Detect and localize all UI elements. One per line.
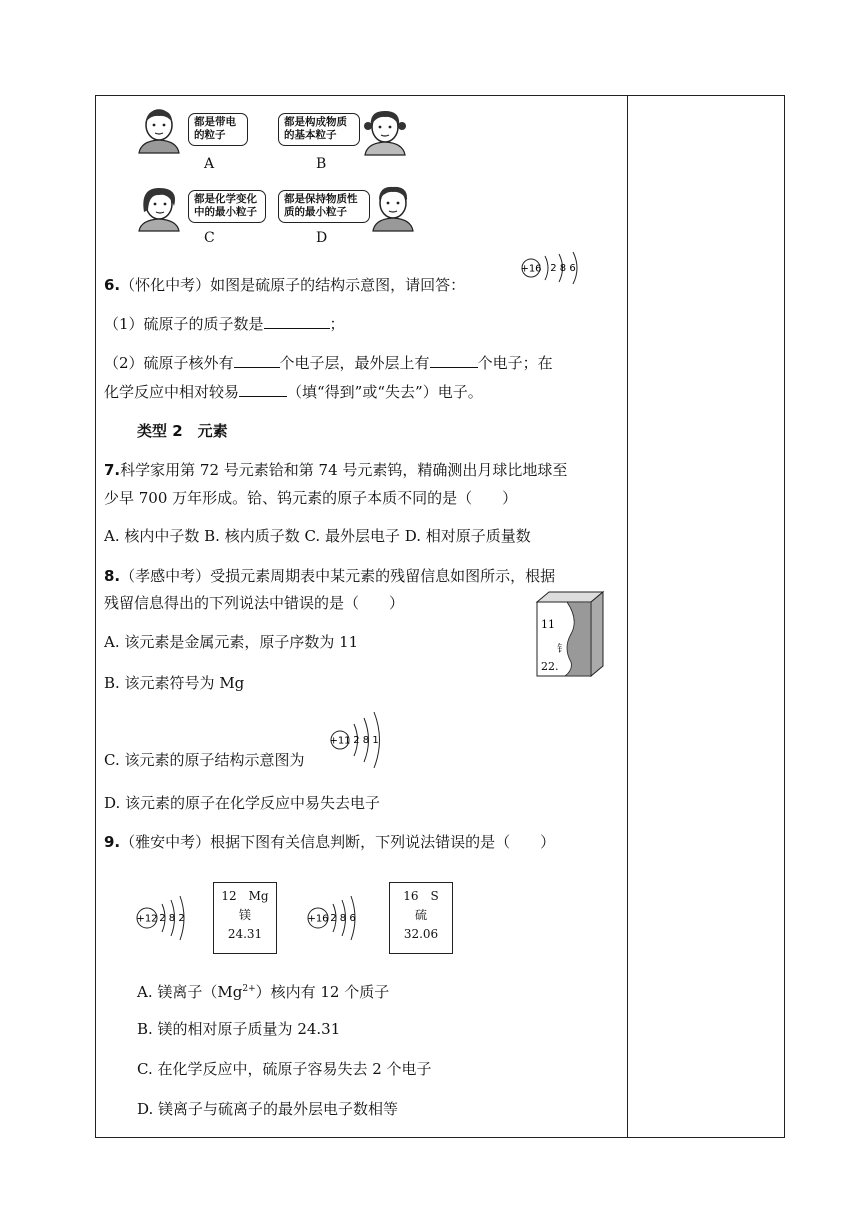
q9-option-d: D. 镁离子与硫离子的最外层电子数相等 — [137, 1100, 399, 1118]
q6-blank-3[interactable] — [430, 353, 478, 368]
boy-a-illustration — [137, 108, 187, 153]
sulfur-element-card — [389, 882, 453, 954]
magnesium-atom-diagram — [135, 895, 205, 941]
section-heading-type2: 类型 2 元素 — [137, 422, 228, 440]
damaged-element-card — [535, 590, 607, 678]
s-card-name: 硫 — [414, 908, 427, 922]
q9-option-a: A. 镁离子$(Mg^{2+})$核内有 12 个质子 — [137, 983, 390, 1001]
label-c: C — [204, 230, 215, 246]
column-divider — [627, 95, 628, 1138]
q7-line1: 7.科学家用第 72 号元素铪和第 74 号元素钨，精确测出月球比地球至 — [104, 461, 568, 479]
q8-line2: 残留信息得出的下列说法中错误的是（ ） — [104, 594, 405, 612]
q6-blank-4[interactable] — [239, 382, 287, 397]
q6-part1: （1）硫原子的质子数是 ； — [104, 315, 345, 333]
q6-nucleus-label: +16 — [520, 263, 542, 275]
q8-shells-label: 2 8 1 — [353, 735, 379, 746]
card-atomic-number: 11 — [541, 618, 555, 631]
sulfur-atom-diagram-q9 — [306, 895, 376, 941]
s-card-mass: 32.06 — [403, 927, 439, 941]
mg-nucleus-label: +12 — [136, 913, 158, 925]
q6-question: 6.（怀化中考）如图是硫原子的结构示意图，请回答： — [104, 276, 466, 294]
q8-option-d: D. 该元素的原子在化学反应中易失去电子 — [104, 794, 381, 812]
s-nucleus-label: +16 — [307, 913, 329, 925]
girl-b-illustration — [361, 108, 411, 155]
q8-nucleus-label: +11 — [329, 735, 351, 747]
label-d: D — [316, 230, 328, 246]
q9-question: 9.（雅安中考）根据下图有关信息判断，下列说法错误的是（ ） — [104, 833, 556, 851]
q8-option-a: A. 该元素是金属元素，原子序数为 11 — [104, 633, 359, 651]
q6-blank-1[interactable] — [264, 314, 330, 329]
mg-card-name: 镁 — [238, 908, 251, 922]
q9-option-b: B. 镁的相对原子质量为 24.31 — [137, 1020, 341, 1038]
bubble-a: 都是带电 的粒子 — [188, 113, 248, 146]
q6-blank-2[interactable] — [234, 353, 280, 368]
girl-c-illustration — [137, 186, 187, 231]
bubble-d: 都是保持物质性 质的最小粒子 — [278, 190, 370, 223]
sulfur-atom-diagram-q6 — [519, 252, 599, 288]
q6-part2: （2）硫原子核外有 个电子层，最外层上有 个电子；在 — [104, 354, 553, 372]
mg-shells-label: 2 8 2 — [159, 913, 185, 924]
label-a: A — [204, 156, 215, 172]
q7-options: A. 核内中子数 B. 核内质子数 C. 最外层电子 D. 相对原子质量数 — [104, 527, 531, 545]
q8-line1: 8.（孝感中考）受损元素周期表中某元素的残留信息如图所示，根据 — [104, 567, 556, 585]
q8-option-b: B. 该元素符号为 Mg — [104, 674, 245, 692]
q8-option-c: C. 该元素的原子结构示意图为 — [104, 751, 305, 769]
s-shells-label: 2 8 6 — [330, 913, 356, 924]
s-card-symbol: 16 S — [403, 889, 439, 903]
q6-part3: 化学反应中相对较易 （填“得到”或“失去”）电子。 — [104, 383, 483, 401]
card-element-name: 钅 — [557, 644, 567, 655]
q6-shells-label: 2 8 6 — [550, 263, 576, 274]
label-b: B — [316, 156, 327, 172]
card-atomic-mass: 22. — [541, 660, 559, 673]
bubble-b: 都是构成物质 的基本粒子 — [278, 113, 360, 146]
q9-option-c: C. 在化学反应中，硫原子容易失去 2 个电子 — [137, 1060, 432, 1078]
boy-d-illustration — [371, 185, 417, 231]
bubble-c: 都是化学变化 中的最小粒子 — [188, 190, 266, 223]
q7-line2: 少早 700 万年形成。铪、钨元素的原子本质不同的是（ ） — [104, 489, 518, 507]
magnesium-element-card — [213, 882, 277, 954]
mg-card-mass: 24.31 — [227, 927, 263, 941]
sodium-atom-diagram-q8 — [328, 712, 408, 772]
mg-card-symbol: 12 Mg — [221, 889, 269, 903]
